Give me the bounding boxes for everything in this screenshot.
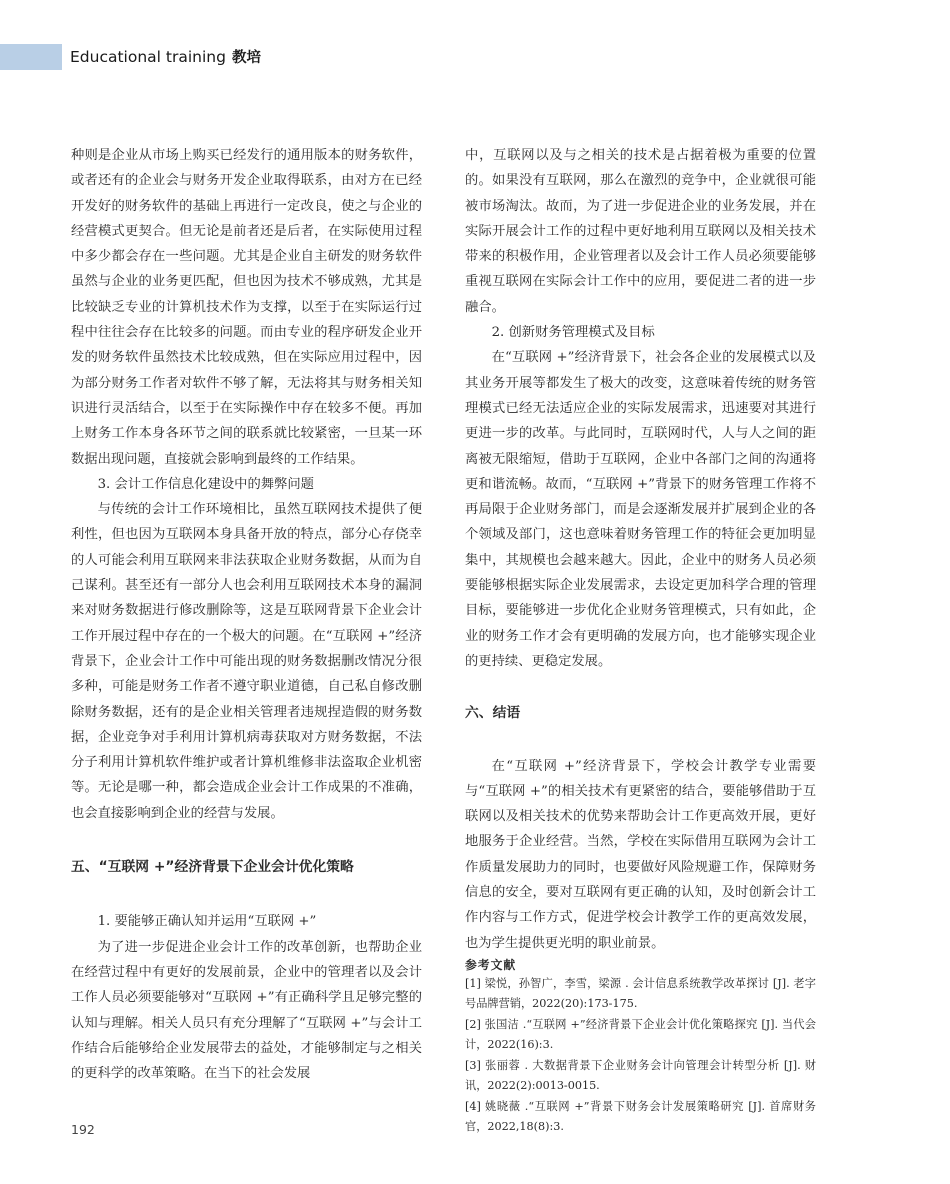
header-title-cn: 教培 (231, 50, 261, 66)
subheading-2: 2. 创新财务管理模式及目标 (491, 325, 655, 341)
subheading-1: 1. 要能够正确认知并运用“互联网 +” (97, 914, 317, 930)
header-title-en: Educational training (70, 48, 226, 66)
reference-item: [4] 姚晓薇 .“互联网 +”背景下财务会计发展策略研究 [J]. 首席财务官，2022,18(8):3. (465, 1099, 816, 1134)
paragraph: 在“互联网 +”经济背景下，学校会计教学专业需要与“互联网 +”的相关技术有更紧密的结合，要能够借助于互联网以及相关技术的优势来帮助会计工作更高效开展，更好地服务于企业经营。当然，学校在实际借用互联网为会计工作质量发展助力的同时，也要做好风险规避工作，保障财务信息的安全，要对互联网有更正确的认知，及时创新会计工作内容与工作方式，促进学校会计教学工作的更高效发展，也为学生提供更光明的职业前景。 (465, 758, 816, 951)
references-title: 参考文献 (465, 957, 517, 972)
subheading-3: 3. 会计工作信息化建设中的舞弊问题 (97, 476, 314, 492)
reference-item: [1] 梁悦，孙智广，李雪，梁源 . 会计信息系统教学改革探讨 [J]. 老字号品牌营销，2022(20):173-175. (465, 976, 816, 1011)
left-column (71, 143, 422, 1086)
paragraph: 中，互联网以及与之相关的技术是占据着极为重要的位置的。如果没有互联网，那么在激烈的竞争中，企业就很可能被市场淘汰。故而，为了进一步促进企业的业务发展，并在实际开展会计工作的过程中更好地利用互联网以及相关技术带来的积极作用，企业管理者以及会计工作人员必须要能够重视互联网在实际会计工作中的应用，要促进二者的进一步融合。 (465, 148, 816, 315)
paragraph: 与传统的会计工作环境相比，虽然互联网技术提供了便利性，但也因为互联网本身具备开放的特点，部分心存侥幸的人可能会利用互联网来非法获取企业财务数据，从而为自己谋利。甚至还有一部分人也会利用互联网技术本身的漏洞来对财务数据进行修改删除等，这是互联网背景下企业会计工作开展过程中存在的一个极大的问题。在“互联网 +”经济背景下，企业会计工作中可能出现的财务数据删改情况分很多种，可能是财务工作者不遵守职业道德，自己私自修改删除财务数据，还有的是企业相关管理者违规捏造假的财务数据，企业竞争对手利用计算机病毒获取对方财务数据，不法分子利用计算机软件维护或者计算机维修非法盗取企业机密等。无论是哪一种，都会造成企业会计工作成果的不准确，也会直接影响到企业的经营与发展。 (71, 502, 422, 821)
header-accent-bar (0, 44, 62, 70)
right-column (465, 143, 816, 1138)
running-header (70, 44, 261, 70)
reference-item: [3] 张丽蓉 . 大数据背景下企业财务会计向管理会计转型分析 [J]. 财讯，2022(2):0013-0015. (465, 1058, 816, 1093)
paragraph: 为了进一步促进企业会计工作的改革创新，也帮助企业在经营过程中有更好的发展前景，企业中的管理者以及会计工作人员必须要能够对“互联网 +”有正确科学且足够完整的认知与理解。相关人员只有充分理解了“互联网 +”与会计工作结合后能够给企业发展带去的益处，才能够制定与之相关的更科学的改革策略。在当下的社会发展 (71, 939, 422, 1082)
section-heading-5: 五、“互联网 +”经济背景下企业会计优化策略 (71, 859, 354, 876)
paragraph: 种则是企业从市场上购买已经发行的通用版本的财务软件，或者还有的企业会与财务开发企业取得联系，由对方在已经开发好的财务软件的基础上再进行一定改良，使之与企业的经营模式更契合。但无论是前者还是后者，在实际使用过程中多少都会存在一些问题。尤其是企业自主研发的财务软件虽然与企业的业务更匹配，但也因为技术不够成熟，尤其是比较缺乏专业的计算机技术作为支撑，以至于在实际运行过程中往往会存在比较多的问题。而由专业的程序研发企业开发的财务软件虽然技术比较成熟，但在实际应用过程中，因为部分财务工作者对软件不够了解，无法将其与财务相关知识进行灵活结合，以至于在实际操作中存在较多不便。再加上财务工作本身各环节之间的联系就比较紧密，一旦某一环数据出现问题，直接就会影响到最终的工作结果。 (71, 148, 422, 467)
page-number: 192 (71, 1122, 95, 1137)
section-heading-6: 六、结语 (465, 705, 521, 722)
reference-item: [2] 张国洁 .“互联网 +”经济背景下企业会计优化策略探究 [J]. 当代会计，2022(16):3. (465, 1017, 816, 1052)
paragraph: 在“互联网 +”经济背景下，社会各企业的发展模式以及其业务开展等都发生了极大的改变，这意味着传统的财务管理模式已经无法适应企业的实际发展需求，迅速要对其进行更进一步的改革。与此同时，互联网时代，人与人之间的距离被无限缩短，借助于互联网，企业中各部门之间的沟通将更和谐流畅。故而，“互联网 +”背景下的财务管理工作将不再局限于企业财务部门，而是会逐渐发展并扩展到企业的各个领域及部门，这也意味着财务管理工作的特征会更加明显集中，其规模也会越来越大。因此，企业中的财务人员必须要能够根据实际企业发展需求，去设定更加科学合理的管理目标，要能够进一步优化企业财务管理模式，只有如此，企业的财务工作才会有更明确的发展方向，也才能够实现企业的更持续、更稳定发展。 (465, 350, 816, 669)
